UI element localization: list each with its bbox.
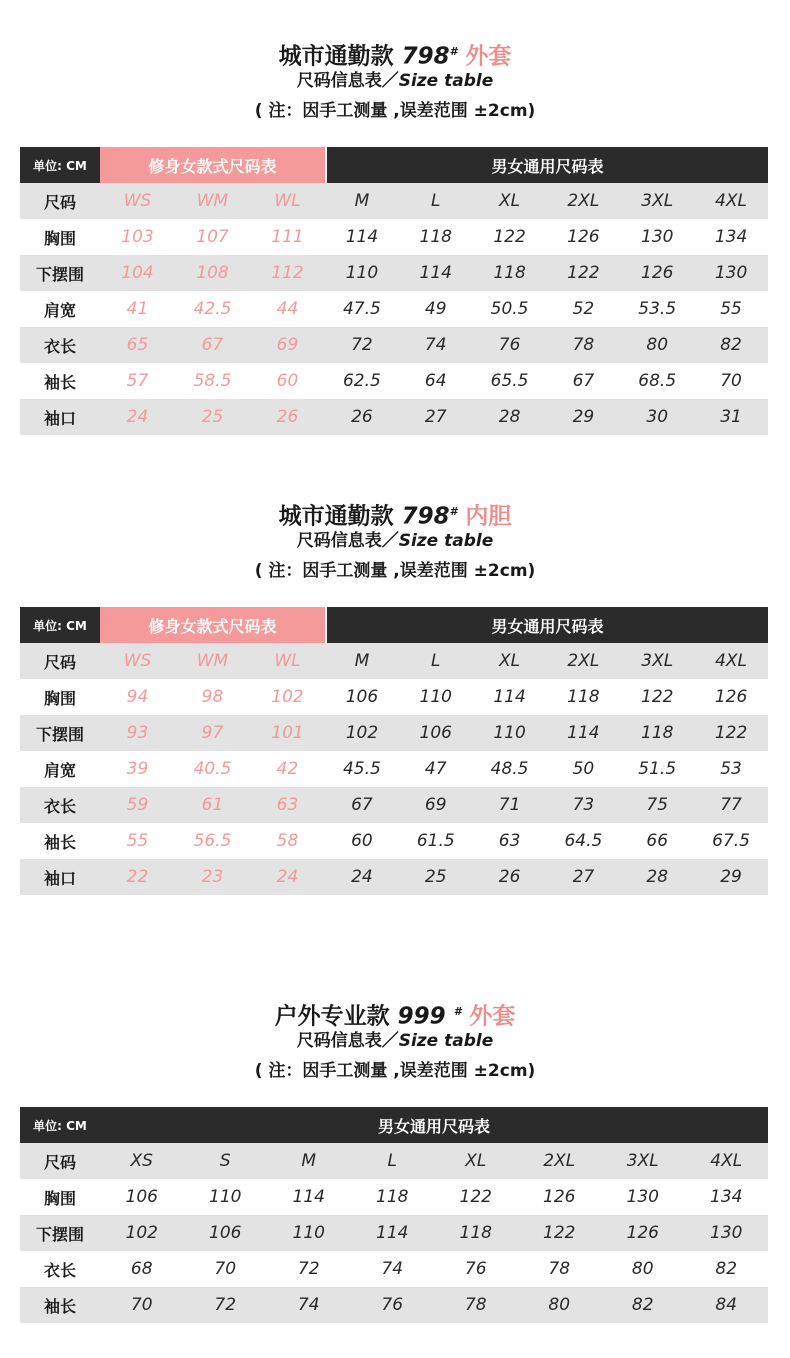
size-row bbox=[20, 643, 768, 679]
table-cell: 50 bbox=[572, 759, 595, 779]
table-cell: 118 bbox=[419, 227, 452, 247]
unit-label: 单位: CM bbox=[20, 147, 100, 183]
size-column-header: 2XL bbox=[543, 1151, 576, 1171]
table-cell: 25 bbox=[424, 867, 447, 887]
title-model: 999 bbox=[397, 1003, 446, 1030]
size-column-header: XL bbox=[465, 1151, 487, 1171]
table-cell: 130 bbox=[641, 227, 674, 247]
table-cell: 48.5 bbox=[490, 759, 529, 779]
subtitle-cn: 尺码信息表／ bbox=[296, 1031, 399, 1051]
table-cell: 110 bbox=[209, 1187, 242, 1207]
table-cell: 50.5 bbox=[490, 299, 529, 319]
table-cell: 40.5 bbox=[193, 759, 232, 779]
table-cell: 122 bbox=[493, 227, 526, 247]
title-prefix: 城市通勤款 bbox=[278, 503, 394, 530]
table-cell: 114 bbox=[376, 1223, 409, 1243]
table-cell: 28 bbox=[646, 867, 669, 887]
table-row bbox=[20, 715, 768, 751]
table-cell: 42.5 bbox=[193, 299, 232, 319]
table-cell: 101 bbox=[271, 723, 304, 743]
table-row bbox=[20, 1179, 768, 1215]
table-cell: 68.5 bbox=[638, 371, 677, 391]
table-cell: 70 bbox=[130, 1295, 153, 1315]
table-cell: 53.5 bbox=[638, 299, 677, 319]
table-cell: 31 bbox=[720, 407, 742, 427]
table-cell: 64.5 bbox=[564, 831, 603, 851]
table-cell: 57 bbox=[126, 371, 149, 391]
table-cell: 106 bbox=[209, 1223, 242, 1243]
table-row bbox=[20, 399, 768, 435]
row-label: 尺码 bbox=[43, 1152, 76, 1172]
table-cell: 56.5 bbox=[193, 831, 232, 851]
table-cell: 39 bbox=[126, 759, 149, 779]
title-suffix: 内胆 bbox=[465, 503, 512, 530]
row-label: 袖长 bbox=[43, 372, 76, 392]
table-cell: 67 bbox=[351, 795, 373, 815]
table-cell: 22 bbox=[126, 867, 149, 887]
table-cell: 98 bbox=[201, 687, 224, 707]
row-label: 袖长 bbox=[43, 832, 76, 852]
title-prefix: 户外专业款 bbox=[274, 1003, 390, 1030]
table-cell: 72 bbox=[297, 1259, 320, 1279]
size-column-header: WS bbox=[123, 191, 152, 211]
table-cell: 108 bbox=[196, 263, 229, 283]
table-cell: 70 bbox=[720, 371, 742, 391]
subtitle-en: Size table bbox=[398, 531, 494, 551]
table-cell: 110 bbox=[345, 263, 379, 283]
table-cell: 102 bbox=[125, 1223, 158, 1243]
table-cell: 80 bbox=[631, 1259, 654, 1279]
size-column-header: L bbox=[431, 651, 441, 671]
size-column-header: 4XL bbox=[710, 1151, 743, 1171]
title-prefix: 城市通勤款 bbox=[278, 43, 394, 70]
table-cell: 75 bbox=[646, 795, 669, 815]
row-label: 胸围 bbox=[43, 688, 76, 708]
size-column-header: L bbox=[431, 191, 441, 211]
table-cell: 60 bbox=[276, 371, 299, 391]
table-cell: 78 bbox=[572, 335, 595, 355]
table-cell: 68 bbox=[130, 1259, 153, 1279]
row-label: 下摆围 bbox=[35, 1224, 84, 1244]
table-cell: 26 bbox=[498, 867, 521, 887]
table-cell: 72 bbox=[214, 1295, 237, 1315]
table-cell: 26 bbox=[276, 407, 299, 427]
size-column-header: 3XL bbox=[626, 1151, 659, 1171]
table-row bbox=[20, 823, 768, 859]
table-cell: 102 bbox=[271, 687, 304, 707]
table-cell: 114 bbox=[292, 1187, 325, 1207]
table-cell: 118 bbox=[567, 687, 600, 707]
size-row bbox=[20, 1143, 768, 1179]
row-label: 袖口 bbox=[43, 408, 76, 428]
table-cell: 130 bbox=[714, 263, 748, 283]
unisex-size-header: 男女通用尺码表 bbox=[100, 1107, 768, 1143]
table-row bbox=[20, 255, 768, 291]
section-subtitle bbox=[0, 529, 790, 553]
table-cell: 66 bbox=[646, 831, 669, 851]
table-cell: 42 bbox=[276, 759, 299, 779]
table-cell: 78 bbox=[548, 1259, 571, 1279]
table-cell: 49 bbox=[424, 299, 447, 319]
table-cell: 74 bbox=[297, 1295, 320, 1315]
table-cell: 126 bbox=[626, 1223, 659, 1243]
unit-label: 单位: CM bbox=[20, 607, 100, 643]
table-cell: 97 bbox=[201, 723, 224, 743]
table-cell: 130 bbox=[626, 1187, 659, 1207]
table-cell: 118 bbox=[493, 263, 526, 283]
table-cell: 76 bbox=[464, 1259, 487, 1279]
table-cell: 114 bbox=[419, 263, 452, 283]
table-cell: 122 bbox=[714, 723, 748, 743]
row-label: 衣长 bbox=[43, 796, 76, 816]
table-cell: 102 bbox=[345, 723, 379, 743]
table-cell: 67.5 bbox=[712, 831, 750, 851]
section-title bbox=[0, 997, 790, 1032]
row-label: 胸围 bbox=[43, 228, 76, 248]
table-cell: 103 bbox=[121, 227, 154, 247]
table-header bbox=[20, 1107, 768, 1143]
size-column-header: XL bbox=[499, 191, 521, 211]
table-row bbox=[20, 1287, 768, 1323]
table-cell: 24 bbox=[276, 867, 299, 887]
table-row bbox=[20, 219, 768, 255]
size-column-header: 4XL bbox=[715, 191, 748, 211]
row-label: 衣长 bbox=[43, 336, 76, 356]
size-table bbox=[20, 607, 768, 895]
table-cell: 44 bbox=[276, 299, 299, 319]
table-row bbox=[20, 1251, 768, 1287]
table-cell: 74 bbox=[424, 335, 447, 355]
table-cell: 58.5 bbox=[193, 371, 232, 391]
row-label: 胸围 bbox=[43, 1188, 76, 1208]
table-cell: 63 bbox=[498, 831, 521, 851]
size-column-header: 4XL bbox=[715, 651, 748, 671]
table-cell: 58 bbox=[276, 831, 299, 851]
title-suffix: 外套 bbox=[469, 1003, 516, 1030]
table-cell: 114 bbox=[493, 687, 526, 707]
table-cell: 110 bbox=[493, 723, 526, 743]
unisex-size-header: 男女通用尺码表 bbox=[325, 147, 768, 183]
table-cell: 114 bbox=[345, 227, 379, 247]
title-mark: # bbox=[449, 45, 458, 58]
table-cell: 29 bbox=[720, 867, 742, 887]
table-cell: 112 bbox=[271, 263, 304, 283]
table-cell: 52 bbox=[572, 299, 595, 319]
table-cell: 65 bbox=[126, 335, 149, 355]
table-row bbox=[20, 787, 768, 823]
row-label: 下摆围 bbox=[35, 724, 84, 744]
table-cell: 126 bbox=[641, 263, 674, 283]
table-cell: 122 bbox=[641, 687, 674, 707]
table-cell: 72 bbox=[351, 335, 373, 355]
table-cell: 76 bbox=[498, 335, 521, 355]
size-column-header: 2XL bbox=[567, 651, 600, 671]
table-row bbox=[20, 327, 768, 363]
table-row bbox=[20, 859, 768, 895]
table-cell: 45.5 bbox=[342, 759, 381, 779]
size-table bbox=[20, 147, 768, 435]
table-cell: 24 bbox=[126, 407, 149, 427]
size-column-header: M bbox=[301, 1151, 317, 1171]
table-cell: 78 bbox=[464, 1295, 487, 1315]
row-label: 尺码 bbox=[43, 652, 76, 672]
row-label: 肩宽 bbox=[43, 300, 76, 320]
table-cell: 106 bbox=[345, 687, 379, 707]
unisex-size-header: 男女通用尺码表 bbox=[325, 607, 768, 643]
row-label: 袖长 bbox=[43, 1296, 76, 1316]
table-cell: 106 bbox=[125, 1187, 158, 1207]
table-cell: 122 bbox=[543, 1223, 576, 1243]
table-cell: 23 bbox=[201, 867, 224, 887]
size-column-header: 3XL bbox=[641, 191, 674, 211]
table-cell: 27 bbox=[424, 407, 447, 427]
table-cell: 53 bbox=[720, 759, 742, 779]
size-table bbox=[20, 1107, 768, 1323]
table-cell: 69 bbox=[424, 795, 447, 815]
table-cell: 118 bbox=[459, 1223, 492, 1243]
table-cell: 69 bbox=[276, 335, 299, 355]
table-cell: 64 bbox=[424, 371, 447, 391]
table-cell: 65.5 bbox=[490, 371, 529, 391]
table-cell: 106 bbox=[419, 723, 452, 743]
table-cell: 27 bbox=[572, 867, 595, 887]
table-header bbox=[20, 607, 768, 643]
table-cell: 110 bbox=[292, 1223, 325, 1243]
table-cell: 62.5 bbox=[342, 371, 381, 391]
table-row bbox=[20, 679, 768, 715]
table-cell: 73 bbox=[572, 795, 595, 815]
title-model: 798 bbox=[401, 43, 450, 70]
size-column-header: XL bbox=[499, 651, 521, 671]
table-cell: 94 bbox=[126, 687, 149, 707]
table-cell: 26 bbox=[351, 407, 373, 427]
table-cell: 28 bbox=[498, 407, 521, 427]
row-label: 尺码 bbox=[43, 192, 76, 212]
table-row bbox=[20, 751, 768, 787]
table-cell: 59 bbox=[126, 795, 149, 815]
size-column-header: 3XL bbox=[641, 651, 674, 671]
row-label: 衣长 bbox=[43, 1260, 76, 1280]
row-label: 肩宽 bbox=[43, 760, 76, 780]
unit-label: 单位: CM bbox=[20, 1107, 100, 1143]
table-cell: 67 bbox=[201, 335, 224, 355]
measurement-note: ( 注：因手工测量 ,误差范围 ±2cm) bbox=[254, 561, 536, 581]
table-cell: 118 bbox=[376, 1187, 409, 1207]
table-cell: 71 bbox=[498, 795, 521, 815]
table-cell: 60 bbox=[351, 831, 373, 851]
size-column-header: WL bbox=[274, 191, 301, 211]
table-cell: 55 bbox=[126, 831, 149, 851]
table-cell: 118 bbox=[641, 723, 674, 743]
women-size-header: 修身女款式尺码表 bbox=[100, 607, 325, 643]
subtitle-cn: 尺码信息表／ bbox=[296, 531, 399, 551]
title-model: 798 bbox=[401, 503, 450, 530]
table-cell: 77 bbox=[720, 795, 742, 815]
table-cell: 134 bbox=[714, 227, 748, 247]
table-cell: 74 bbox=[381, 1259, 404, 1279]
size-row bbox=[20, 183, 768, 219]
size-column-header: S bbox=[219, 1151, 231, 1171]
table-cell: 134 bbox=[710, 1187, 743, 1207]
table-cell: 41 bbox=[126, 299, 149, 319]
section-title bbox=[0, 497, 790, 532]
table-cell: 122 bbox=[459, 1187, 492, 1207]
table-cell: 104 bbox=[121, 263, 154, 283]
table-row bbox=[20, 1215, 768, 1251]
table-cell: 70 bbox=[214, 1259, 237, 1279]
title-mark: # bbox=[453, 1005, 462, 1018]
table-cell: 76 bbox=[381, 1295, 404, 1315]
measurement-note: ( 注：因手工测量 ,误差范围 ±2cm) bbox=[254, 1061, 536, 1081]
size-column-header: WM bbox=[196, 651, 229, 671]
section-subtitle bbox=[0, 1029, 790, 1053]
size-column-header: WM bbox=[196, 191, 229, 211]
section-title bbox=[0, 37, 790, 72]
table-cell: 55 bbox=[720, 299, 742, 319]
subtitle-en: Size table bbox=[398, 71, 494, 91]
table-cell: 29 bbox=[572, 407, 595, 427]
size-column-header: M bbox=[354, 191, 370, 211]
row-label: 袖口 bbox=[43, 868, 76, 888]
table-cell: 61 bbox=[201, 795, 224, 815]
table-row bbox=[20, 363, 768, 399]
table-cell: 122 bbox=[567, 263, 600, 283]
table-cell: 84 bbox=[715, 1295, 738, 1315]
size-column-header: WL bbox=[274, 651, 301, 671]
table-cell: 111 bbox=[271, 227, 304, 247]
table-cell: 110 bbox=[419, 687, 452, 707]
table-cell: 93 bbox=[126, 723, 149, 743]
size-column-header: L bbox=[387, 1151, 397, 1171]
title-mark: # bbox=[449, 505, 458, 518]
table-cell: 82 bbox=[631, 1295, 654, 1315]
table-cell: 126 bbox=[714, 687, 748, 707]
table-cell: 126 bbox=[543, 1187, 576, 1207]
table-cell: 82 bbox=[715, 1259, 738, 1279]
size-column-header: WS bbox=[123, 651, 152, 671]
table-cell: 51.5 bbox=[638, 759, 677, 779]
table-cell: 24 bbox=[351, 867, 373, 887]
table-cell: 107 bbox=[196, 227, 229, 247]
subtitle-en: Size table bbox=[398, 1031, 494, 1051]
table-cell: 61.5 bbox=[416, 831, 455, 851]
size-column-header: 2XL bbox=[567, 191, 600, 211]
table-cell: 25 bbox=[201, 407, 224, 427]
measurement-note: ( 注：因手工测量 ,误差范围 ±2cm) bbox=[254, 101, 536, 121]
table-cell: 80 bbox=[646, 335, 669, 355]
subtitle-cn: 尺码信息表／ bbox=[296, 71, 399, 91]
table-cell: 67 bbox=[572, 371, 595, 391]
table-header bbox=[20, 147, 768, 183]
table-cell: 47 bbox=[424, 759, 447, 779]
table-cell: 126 bbox=[567, 227, 600, 247]
title-suffix: 外套 bbox=[465, 43, 512, 70]
section-subtitle bbox=[0, 69, 790, 93]
women-size-header: 修身女款式尺码表 bbox=[100, 147, 325, 183]
table-cell: 82 bbox=[720, 335, 742, 355]
table-cell: 80 bbox=[548, 1295, 571, 1315]
size-column-header: M bbox=[354, 651, 370, 671]
row-label: 下摆围 bbox=[35, 264, 84, 284]
size-column-header: XS bbox=[130, 1151, 153, 1171]
table-cell: 47.5 bbox=[342, 299, 381, 319]
table-cell: 30 bbox=[646, 407, 669, 427]
table-row bbox=[20, 291, 768, 327]
table-cell: 114 bbox=[567, 723, 600, 743]
table-cell: 63 bbox=[276, 795, 299, 815]
table-cell: 130 bbox=[710, 1223, 743, 1243]
